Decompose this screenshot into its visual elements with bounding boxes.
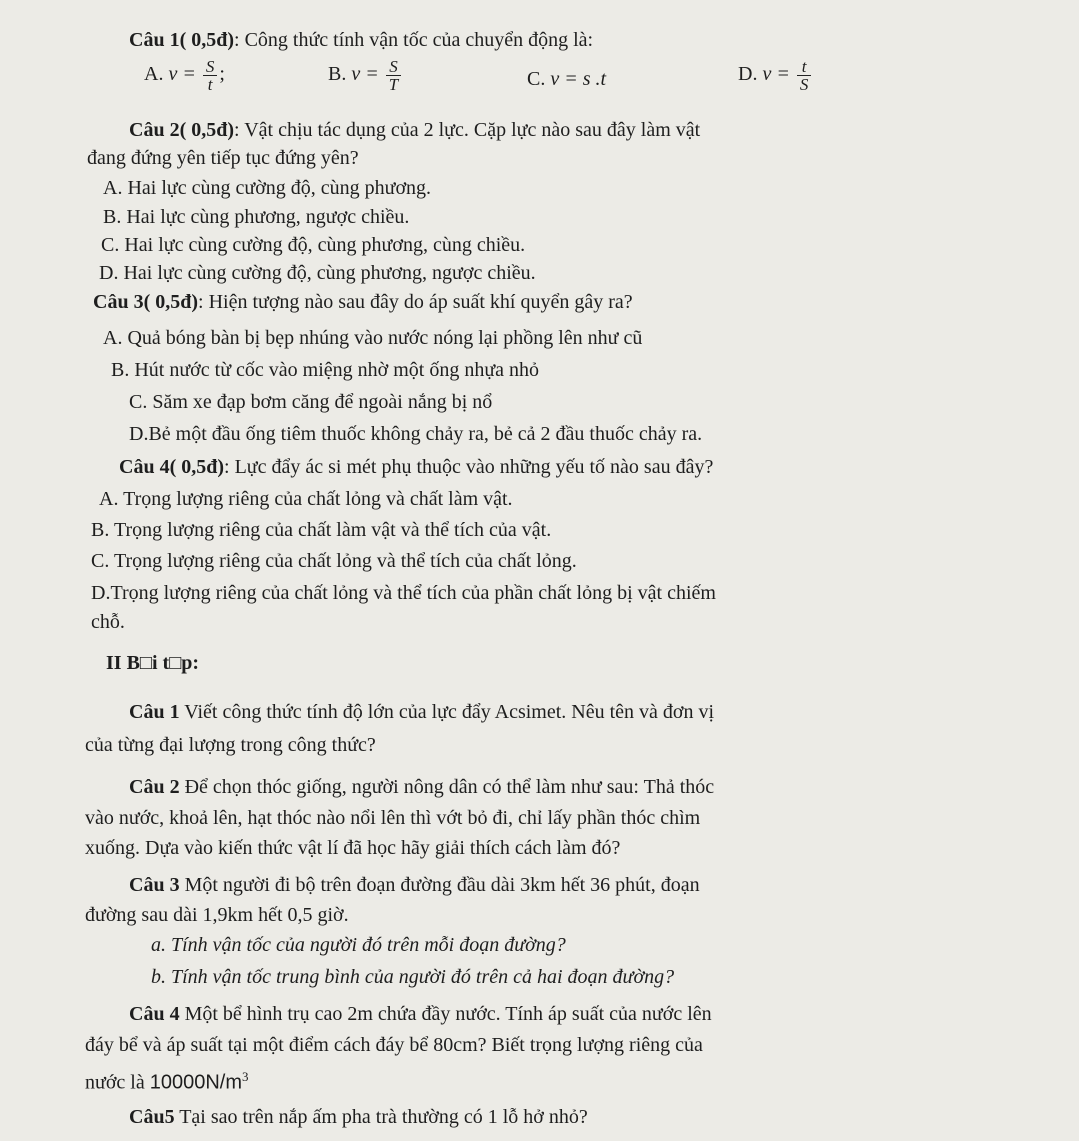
ex2-text-cont: vào nước, khoả lên, hạt thóc nào nổi lên thì vớt bỏ đi, chỉ lấy phần thóc chìm bbox=[85, 807, 701, 829]
ex4-text-cont2 bbox=[85, 1065, 249, 1095]
q3-text: : Hiện tượng nào sau đây do áp suất khí quyển gây ra? bbox=[198, 291, 633, 313]
q2-stem bbox=[129, 118, 700, 142]
option-letter: C. bbox=[527, 68, 546, 90]
ex3-stem bbox=[129, 873, 700, 897]
numerator: S bbox=[205, 57, 215, 76]
q4-option-b: B. Trọng lượng riêng của chất làm vật và thể tích của vật. bbox=[91, 519, 552, 541]
fraction bbox=[386, 58, 401, 93]
ex1-stem bbox=[129, 700, 714, 724]
q4-option-c: C. Trọng lượng riêng của chất lỏng và thể tích của chất lỏng. bbox=[91, 550, 577, 572]
q4-number: Câu 4( 0,5đ) bbox=[119, 456, 225, 478]
q2-text-cont: đang đứng yên tiếp tục đứng yên? bbox=[87, 147, 359, 169]
ex4-unit-exponent: 3 bbox=[242, 1069, 249, 1084]
q3-option-c: C. Săm xe đạp bơm căng để ngoài nắng bị nổ bbox=[129, 391, 493, 413]
ex2-text: Để chọn thóc giống, người nông dân có thể làm như sau: Thả thóc bbox=[179, 776, 715, 798]
formula-lhs: v = bbox=[351, 63, 379, 86]
q1-number: Câu 1( 0,5đ) bbox=[129, 29, 235, 51]
q1-option-c bbox=[527, 68, 606, 91]
option-letter: D. bbox=[738, 63, 758, 86]
ex4-number: Câu 4 bbox=[129, 1003, 180, 1025]
fraction bbox=[797, 58, 812, 93]
q4-option-a: A. Trọng lượng riêng của chất lỏng và chất làm vật. bbox=[99, 488, 513, 510]
fraction bbox=[203, 58, 218, 93]
ex5-text: Tại sao trên nắp ấm pha trà thường có 1 lỗ hở nhỏ? bbox=[174, 1106, 588, 1128]
ex3-number: Câu 3 bbox=[129, 874, 180, 896]
q1-option-d bbox=[738, 58, 813, 93]
q3-option-a: A. Quả bóng bàn bị bẹp nhúng vào nước nóng lại phồng lên như cũ bbox=[103, 327, 643, 349]
option-tail: ; bbox=[219, 63, 225, 86]
q3-number: Câu 3( 0,5đ) bbox=[93, 291, 199, 313]
q3-option-d: D.Bẻ một đầu ống tiêm thuốc không chảy ra, bẻ cả 2 đầu thuốc chảy ra. bbox=[129, 423, 703, 445]
ex1-text: Viết công thức tính độ lớn của lực đẩy Acsimet. Nêu tên và đơn vị bbox=[179, 701, 715, 723]
q3-stem bbox=[93, 290, 633, 314]
q2-option-b: B. Hai lực cùng phương, ngược chiều. bbox=[103, 206, 410, 228]
q1-options bbox=[0, 50, 1079, 96]
q1-option-a bbox=[144, 58, 225, 93]
q4-option-d-cont: chỗ. bbox=[91, 611, 125, 633]
ex1-text-cont: của từng đại lượng trong công thức? bbox=[85, 734, 376, 756]
option-letter: A. bbox=[144, 63, 164, 86]
q2-option-a: A. Hai lực cùng cường độ, cùng phương. bbox=[103, 177, 432, 199]
ex3-text-cont: đường sau dài 1,9km hết 0,5 giờ. bbox=[85, 904, 349, 926]
q2-option-c: C. Hai lực cùng cường độ, cùng phương, cùng chiều. bbox=[101, 234, 526, 256]
numerator: S bbox=[389, 57, 398, 76]
ex3-part-b: b. Tính vận tốc trung bình của người đó trên cả hai đoạn đường? bbox=[151, 966, 675, 988]
ex3-part-a: a. Tính vận tốc của người đó trên mỗi đoạn đường? bbox=[151, 934, 566, 956]
q2-option-d: D. Hai lực cùng cường độ, cùng phương, ngược chiều. bbox=[99, 262, 536, 284]
q2-text: : Vật chịu tác dụng của 2 lực. Cặp lực nào sau đây làm vật bbox=[234, 119, 701, 141]
ex4-stem bbox=[129, 1002, 712, 1026]
option-letter: B. bbox=[328, 63, 347, 86]
ex2-number: Câu 2 bbox=[129, 776, 180, 798]
ex2-stem bbox=[129, 775, 714, 799]
ex4-unit: 10000N/m bbox=[149, 1071, 243, 1094]
q1-option-b bbox=[328, 58, 403, 93]
ex2-text-cont2: xuống. Dựa vào kiến thức vật lí đã học hãy giải thích cách làm đó? bbox=[85, 837, 621, 859]
q1-stem bbox=[129, 28, 593, 52]
denominator: t bbox=[203, 75, 218, 93]
q2-number: Câu 2( 0,5đ) bbox=[129, 119, 235, 141]
numerator: t bbox=[801, 57, 807, 76]
q4-text: : Lực đẩy ác si mét phụ thuộc vào những yếu tố nào sau đây? bbox=[224, 456, 714, 478]
formula-lhs: v = bbox=[168, 63, 196, 86]
formula: v = s .t bbox=[550, 68, 607, 90]
denominator: S bbox=[797, 75, 812, 93]
ex5-number: Câu5 bbox=[129, 1106, 175, 1128]
ex4-text-cont: đáy bể và áp suất tại một điểm cách đáy bể 80cm? Biết trọng lượng riêng của bbox=[85, 1034, 703, 1056]
denominator: T bbox=[386, 75, 401, 93]
formula-lhs: v = bbox=[762, 63, 790, 86]
q3-option-b: B. Hút nước từ cốc vào miệng nhờ một ống nhựa nhỏ bbox=[111, 359, 540, 381]
ex3-text: Một người đi bộ trên đoạn đường đầu dài 3km hết 36 phút, đoạn bbox=[179, 874, 700, 896]
ex4-text-prefix: nước là bbox=[85, 1071, 150, 1094]
q4-stem bbox=[119, 455, 713, 479]
ex1-number: Câu 1 bbox=[129, 701, 180, 723]
q1-text: : Công thức tính vận tốc của chuyển động là: bbox=[234, 29, 594, 51]
q4-option-d: D.Trọng lượng riêng của chất lỏng và thể tích của phần chất lỏng bị vật chiếm bbox=[91, 582, 716, 604]
ex5-stem bbox=[129, 1105, 588, 1129]
ex4-text: Một bể hình trụ cao 2m chứa đầy nước. Tính áp suất của nước lên bbox=[179, 1003, 712, 1025]
section-heading: II B□i t□p: bbox=[106, 652, 200, 674]
